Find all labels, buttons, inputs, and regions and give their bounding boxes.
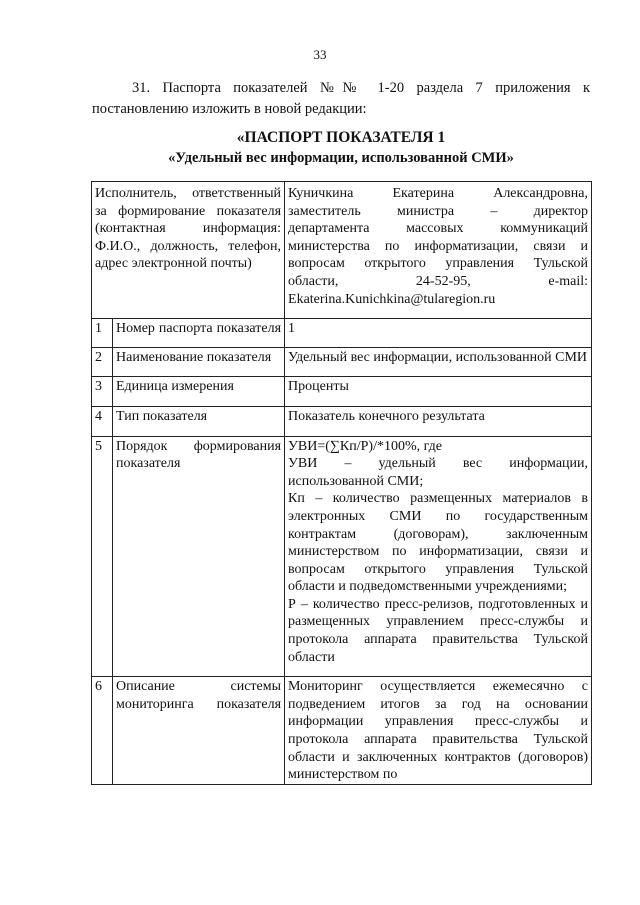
row-number: 6 [92,677,113,785]
executor-position-4: вопросам открытого управления Тульской [288,256,589,272]
executor-position-1: заместитель министра – директор [288,203,589,219]
row-label: Наименование показателя [113,347,285,377]
passport-subtitle: «Удельный вес информации, использованной СМИ» [168,150,514,166]
intro-paragraph [92,78,590,120]
executor-position-3: министерства по информатизации, связи и [288,238,589,254]
row-value: Проценты [285,377,592,407]
row-value: Удельный вес информации, использованной СМИ [285,347,592,377]
formula: УВИ=(∑Кп/Р)/*100%, где [288,438,443,454]
executor-email-address: Ekaterina.Kunichkina@tularegion.ru [288,291,496,307]
row-value: Мониторинг осуществляется ежемесячно с подведением итогов за год на основании информации управления пресс-службы и протокола аппарата правительства Тульской области и заключенных контрактов (договоров) министерством по [285,677,592,785]
table-row [92,347,592,377]
executor-label: Исполнитель, ответственный за формирование показателя (контактная информация: Ф.И.О., должность, телефон, адрес электронной почты) [92,182,285,319]
passport-heading [92,127,590,169]
row-label: Порядок формирования показателя [113,436,285,677]
row-number: 3 [92,377,113,407]
table-row [92,377,592,407]
row-label: Тип показателя [113,406,285,436]
row-label: Единица измерения [113,377,285,407]
executor-position-2: департамента массовых коммуникаций [288,221,589,237]
executor-phone-email: области, 24-52-95, e-mail: [288,273,589,289]
table-row-executor [92,182,592,319]
table-row-formula [92,436,592,677]
page-number: 33 [313,47,327,62]
row-value: Показатель конечного результата [285,406,592,436]
passport-table [91,181,592,785]
kp-definition: Кп – количество размещенных материалов в электронных СМИ по государственным контрактам (договорам), заключенным министерством по информатизации, связи и вопросам открытого управления Тульской области и подведомственными учреждениями; [288,491,589,595]
table-row [92,406,592,436]
table-row-monitoring [92,677,592,785]
row-label: Описание системы мониторинга показателя [113,677,285,785]
row-label: Номер паспорта показателя [113,319,285,348]
row-number: 2 [92,347,113,377]
row-number: 4 [92,406,113,436]
formula-cell [285,436,592,677]
executor-name: Куничкина Екатерина Александровна, [288,186,589,201]
intro-text: 31. Паспорта показателей №№ 1-20 раздела 7 приложения к постановлению изложить в новой редакции: [92,80,590,117]
uvi-definition: УВИ – удельный вес информации, использованной СМИ; [288,456,589,489]
row-number: 1 [92,319,113,348]
row-value: 1 [285,319,592,348]
table-row [92,319,592,348]
p-definition: Р – количество пресс-релизов, подготовленных и размещенных управлением пресс-службы и протокола аппарата правительства Тульской области [288,596,589,665]
row-number: 5 [92,436,113,677]
passport-title: «ПАСПОРТ ПОКАЗАТЕЛЯ 1 [236,129,446,146]
executor-value [285,182,592,319]
